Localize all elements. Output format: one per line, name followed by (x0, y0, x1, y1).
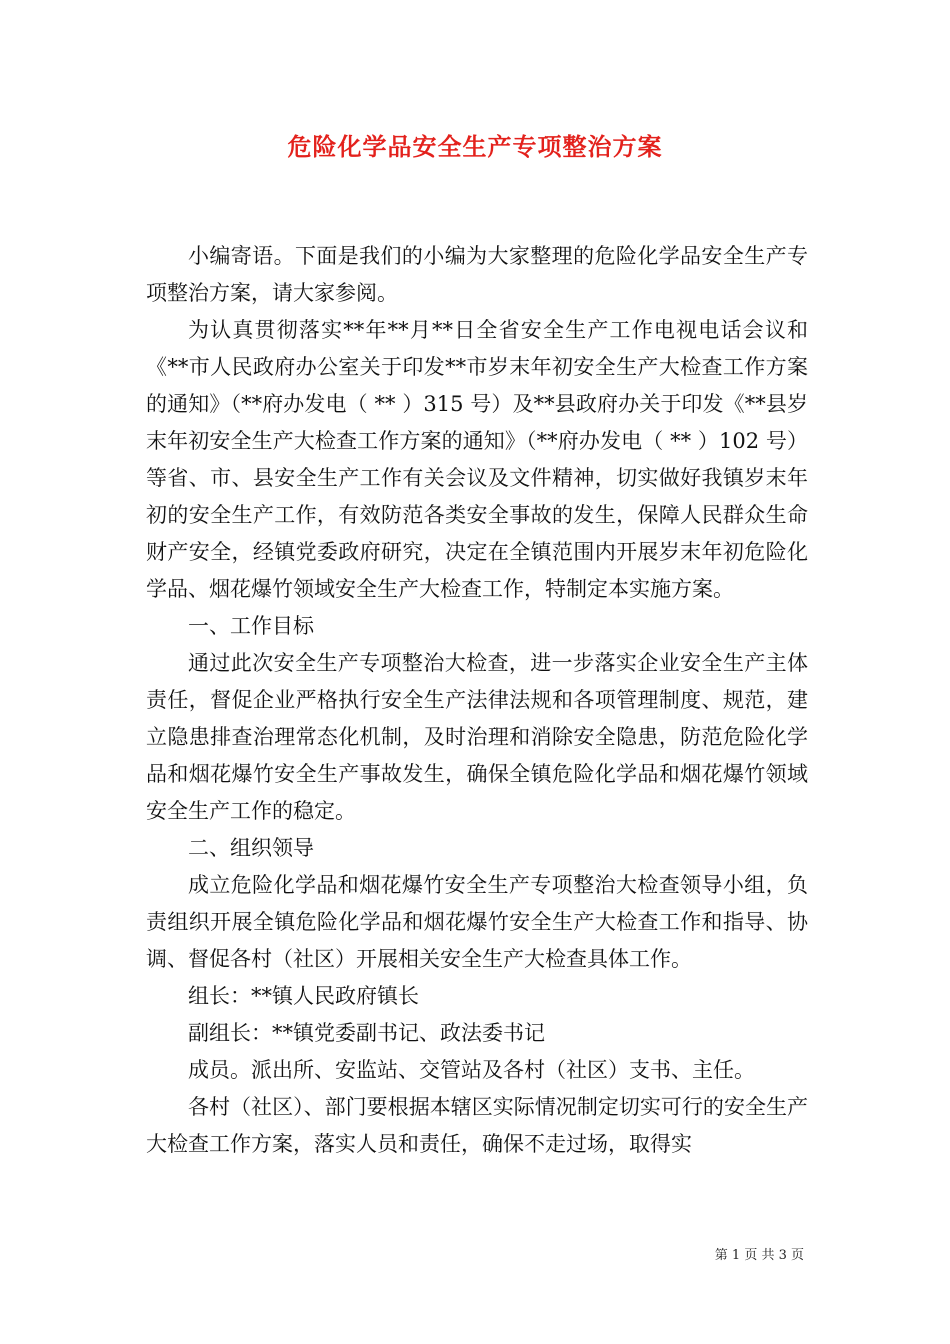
document-body (146, 238, 808, 1163)
paragraph-goals: 通过此次安全生产专项整治大检查，进一步落实企业安全生产主体责任，督促企业严格执行安全生产法律法规和各项管理制度、规范，建立隐患排查治理常态化机制，及时治理和消除安全隐患，防范危险化学品和烟花爆竹安全生产事故发生，确保全镇危险化学品和烟花爆竹领域安全生产工作的稳定。 (146, 651, 808, 823)
section-heading-leadership: 二、组织领导 (188, 836, 314, 860)
paragraph-background: 为认真贯彻落实**年**月**日全省安全生产工作电视电话会议和《**市人民政府办公室关于印发**市岁末年初安全生产大检查工作方案的通知》（**府办发电（ ** ）315 号）及**县政府办关于印发《**县岁末年初安全生产大检查工作方案的通知》（**府办发电（ ** ）102 号）等省、市、县安全生产工作有关会议及文件精神，切实做好我镇岁末年初的安全生产工作，有效防范各类安全事故的发生，保障人民群众生命财产安全，经镇党委政府研究，决定在全镇范围内开展岁末年初危险化学品、烟花爆竹领域安全生产大检查工作，特制定本实施方案。 (146, 318, 808, 601)
document-title: 危险化学品安全生产专项整治方案 (287, 132, 663, 161)
paragraph-villages: 各村（社区）、部门要根据本辖区实际情况制定切实可行的安全生产大检查工作方案，落实人员和责任，确保不走过场，取得实 (146, 1095, 808, 1156)
paragraph-deputy-leader: 副组长：**镇党委副书记、政法委书记 (188, 1021, 545, 1045)
paragraph-leader: 组长：**镇人民政府镇长 (188, 984, 419, 1008)
section-heading-goals: 一、工作目标 (188, 614, 314, 638)
paragraph-leadership: 成立危险化学品和烟花爆竹安全生产专项整治大检查领导小组，负责组织开展全镇危险化学品和烟花爆竹安全生产大检查工作和指导、协调、督促各村（社区）开展相关安全生产大检查具体工作。 (146, 873, 808, 971)
paragraph-members: 成员。派出所、安监站、交管站及各村（社区）支书、主任。 (188, 1058, 755, 1082)
paragraph-intro: 小编寄语。下面是我们的小编为大家整理的危险化学品安全生产专项整治方案，请大家参阅。 (146, 244, 808, 305)
page-number-footer: 第 1 页 共 3 页 (714, 1248, 804, 1263)
